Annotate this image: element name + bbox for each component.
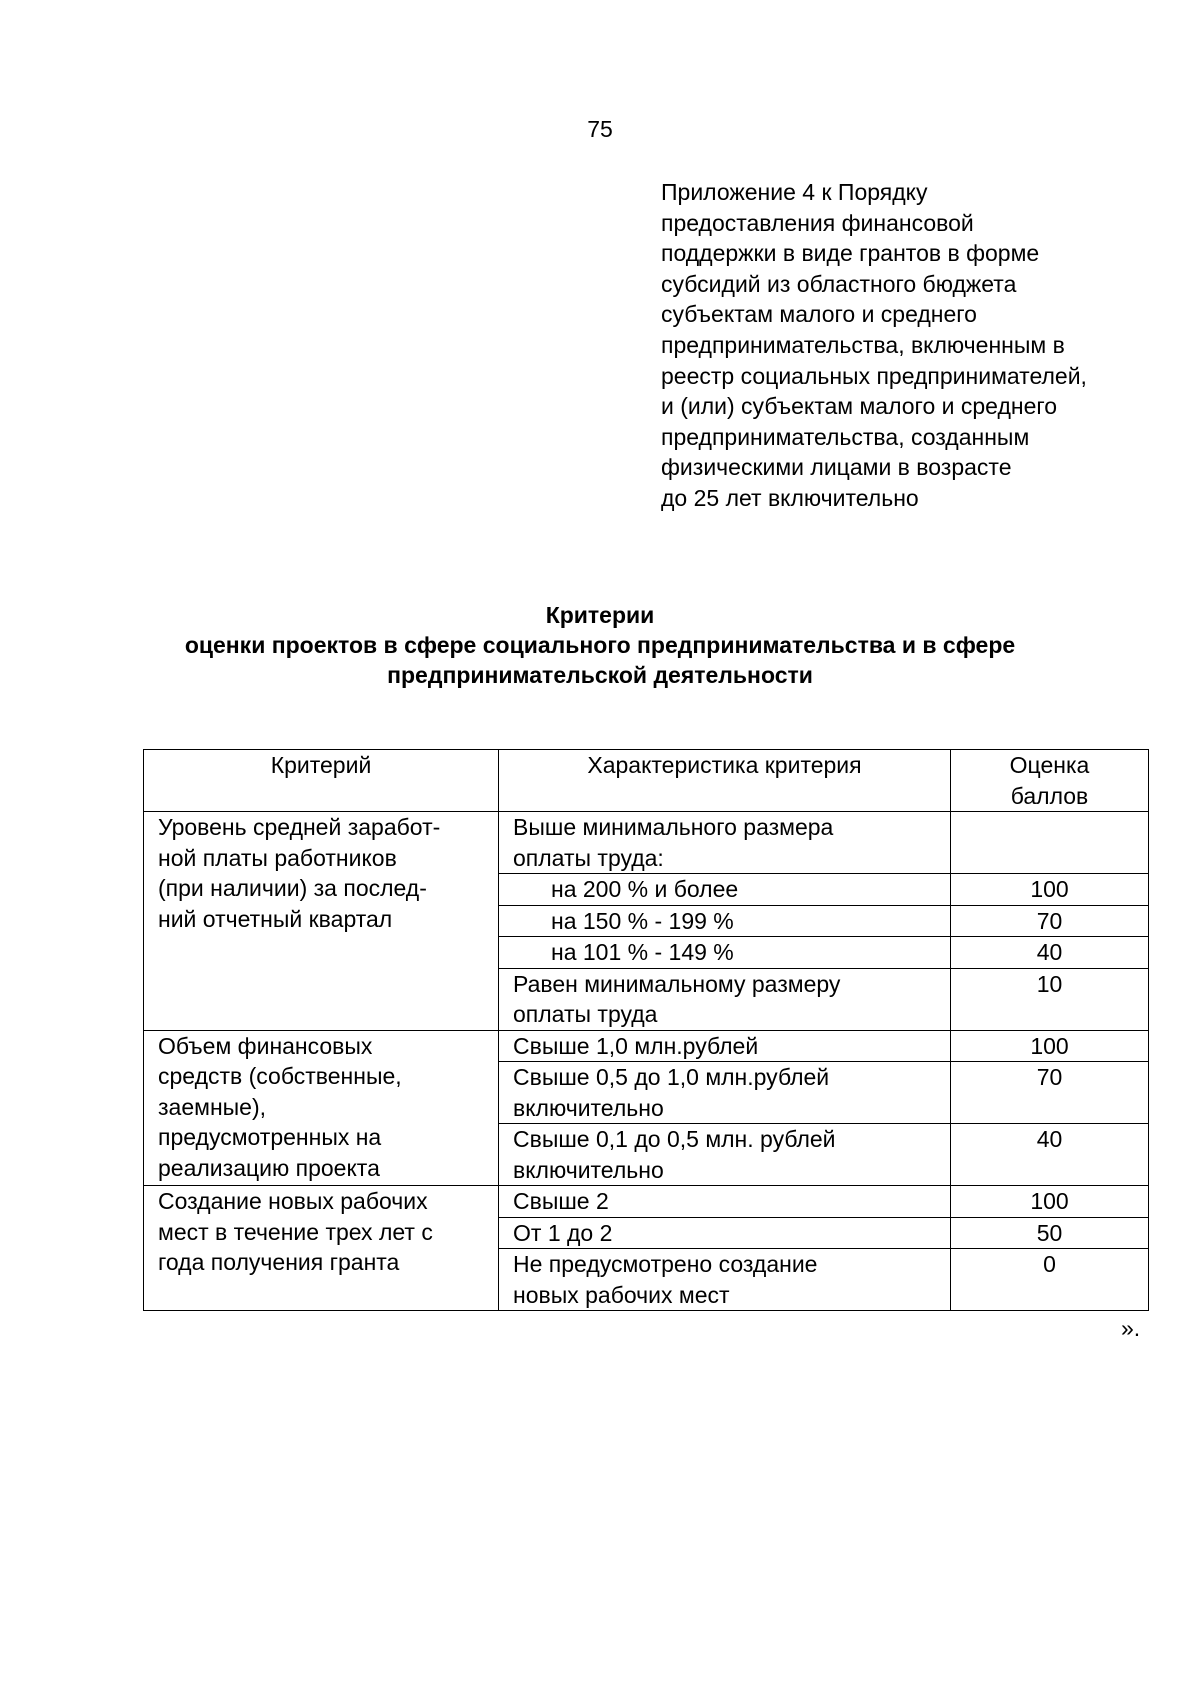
table-row: [144, 812, 1149, 874]
appendix-line: предоставления финансовой: [661, 209, 974, 236]
closing-quote-mark: ».: [1121, 1315, 1141, 1341]
characteristic-cell: Не предусмотрено создание новых рабочих мест: [499, 1249, 951, 1311]
appendix-line: поддержки в виде грантов в форме: [661, 240, 1040, 267]
header-score: Оценка баллов: [951, 750, 1149, 812]
score-cell: 70: [951, 1062, 1149, 1124]
appendix-line: физическими лицами в возрасте: [661, 454, 1012, 481]
header-characteristic: Характеристика критерия: [499, 750, 951, 812]
characteristic-cell: Свыше 2: [499, 1186, 951, 1218]
appendix-line: Приложение 4 к Порядку: [661, 179, 928, 205]
criterion-cell: Уровень средней заработ- ной платы работников (при наличии) за послед- ний отчетный квартал: [144, 812, 499, 1031]
table-header-row: [144, 750, 1149, 812]
characteristic-cell: Свыше 1,0 млн.рублей: [499, 1030, 951, 1062]
appendix-line: субсидий из областного бюджета: [661, 270, 1017, 297]
score-cell: 50: [951, 1217, 1149, 1249]
score-cell: 100: [951, 874, 1149, 906]
appendix-line: предпринимательства, включенным в: [661, 331, 1065, 358]
characteristic-cell: От 1 до 2: [499, 1217, 951, 1249]
score-cell: 70: [951, 905, 1149, 937]
characteristic-cell: Свыше 0,1 до 0,5 млн. рублей включительно: [499, 1124, 951, 1186]
appendix-line: реестр социальных предпринимателей,: [661, 362, 1087, 389]
document-heading: [0, 600, 1200, 690]
table-row: [144, 1030, 1149, 1062]
score-cell: 0: [951, 1249, 1149, 1311]
characteristic-cell: на 150 % - 199 %: [499, 905, 951, 937]
table-row: [144, 1186, 1149, 1218]
score-cell: 100: [951, 1030, 1149, 1062]
heading-subtitle: предпринимательской деятельности: [387, 662, 813, 688]
criteria-table: [143, 749, 1149, 1311]
score-cell: [951, 812, 1149, 874]
score-cell: 100: [951, 1186, 1149, 1218]
characteristic-cell: на 101 % - 149 %: [499, 937, 951, 969]
score-cell: 40: [951, 937, 1149, 969]
characteristic-cell: Свыше 0,5 до 1,0 млн.рублей включительно: [499, 1062, 951, 1124]
appendix-line: предпринимательства, созданным: [661, 423, 1030, 450]
appendix-line: субъектам малого и среднего: [661, 301, 977, 328]
score-cell: 40: [951, 1124, 1149, 1186]
criterion-cell: Создание новых рабочих мест в течение трех лет с года получения гранта: [144, 1186, 499, 1311]
heading-subtitle: оценки проектов в сфере социального предпринимательства и в сфере: [184, 632, 1016, 658]
score-cell: 10: [951, 968, 1149, 1030]
characteristic-cell: Выше минимального размера оплаты труда:: [499, 812, 951, 874]
appendix-line: и (или) субъектам малого и среднего: [661, 393, 1058, 420]
characteristic-cell: Равен минимальному размеру оплаты труда: [499, 968, 951, 1030]
appendix-line: до 25 лет включительно: [661, 484, 919, 511]
page-number: 75: [587, 116, 613, 142]
header-criterion: Критерий: [144, 750, 499, 812]
characteristic-cell: на 200 % и более: [499, 874, 951, 906]
heading-title: Критерии: [545, 602, 655, 628]
criterion-cell: Объем финансовых средств (собственные, заемные), предусмотренных на реализацию проекта: [144, 1030, 499, 1186]
appendix-note: [661, 177, 1161, 514]
